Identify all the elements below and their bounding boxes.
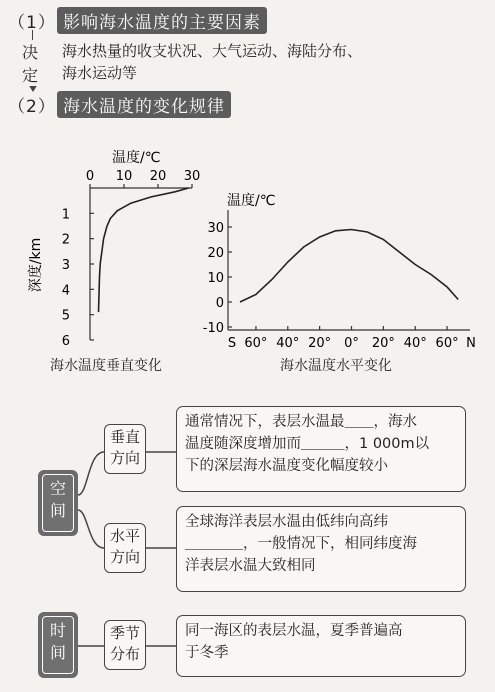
vertical-chart-x-tick-label: 10 <box>115 169 133 184</box>
horizontal-chart-y-tick-label: 20 <box>207 246 224 261</box>
horizontal-direction-line-1: 水平 <box>109 527 140 545</box>
factors-line-1: 海水热量的收支状况、大气运动、海陆分布、 <box>62 42 363 60</box>
time-char-1: 时 <box>49 621 66 640</box>
time-char-2: 间 <box>49 643 66 662</box>
vertical-chart-y-tick-label: 5 <box>61 308 70 324</box>
vertical-direction-line-2: 方向 <box>109 449 140 467</box>
horizontal-chart-y-tick-label: 0 <box>215 296 224 311</box>
horizontal-description-line-1: 全球海洋表层水温由低纬向高纬 <box>185 514 388 530</box>
space-box <box>38 470 78 536</box>
horizontal-chart-x-tick-label: 40° <box>276 336 300 351</box>
vertical-direction-line-1: 垂直 <box>109 428 140 446</box>
section1-title: 影响海水温度的主要因素 <box>57 7 267 34</box>
vertical-description-box <box>176 406 466 492</box>
time-box <box>38 612 78 678</box>
vertical-direction-box <box>104 424 146 474</box>
horizontal-chart-x-tick-label: S <box>227 336 237 351</box>
season-description-box <box>176 615 466 677</box>
vertical-chart-y-tick-label: 1 <box>61 207 70 223</box>
vertical-description-line-1: 通常情况下，表层水温最＿＿，海水 <box>185 414 417 430</box>
vertical-chart-y-tick-label: 3 <box>61 258 70 273</box>
season-description-line-2: 于冬季 <box>185 645 229 661</box>
horizontal-direction-line-2: 方向 <box>109 548 140 566</box>
section1-number: （1） <box>8 13 56 33</box>
vertical-chart-x-tick-label: 20 <box>149 169 167 184</box>
vertical-chart-x-tick-label: 30 <box>183 169 201 184</box>
season-box <box>104 620 146 670</box>
vertical-chart-x-tick-label: 0 <box>85 169 95 184</box>
space-label <box>42 474 74 532</box>
horizontal-chart-x-tick-label: 20° <box>371 336 395 351</box>
section2-title: 海水温度的变化规律 <box>57 91 231 118</box>
horizontal-chart-x-tick-label: 60° <box>244 336 268 351</box>
space-char-2: 间 <box>49 501 66 520</box>
horizontal-description-line-3: 洋表层水温大致相同 <box>185 558 316 574</box>
vertical-chart-y-label: 深度/km <box>28 237 44 293</box>
vertical-chart-y-tick-label: 4 <box>61 283 70 299</box>
horizontal-chart-x-tick-label: 40° <box>403 336 427 351</box>
season-line-2: 分布 <box>109 645 140 663</box>
vertical-chart-y-tick-label: 6 <box>61 334 70 349</box>
horizontal-chart-y-tick-label: 10 <box>207 271 224 286</box>
decide-char-2: 定 <box>22 63 38 86</box>
decide-char-1: 决 <box>22 40 38 63</box>
horizontal-temperature-chart <box>195 185 490 355</box>
season-line-1: 季节 <box>109 624 140 642</box>
horizontal-chart-x-tick-label: 20° <box>308 336 332 351</box>
section2-number: （2） <box>8 97 56 117</box>
season-description-line-1: 同一海区的表层水温，夏季普遍高 <box>185 623 403 639</box>
horizontal-direction-box <box>104 523 146 573</box>
horizontal-description-box <box>176 506 466 592</box>
horizontal-chart-caption: 海水温度水平变化 <box>280 358 392 374</box>
horizontal-description-line-2: ＿＿＿＿，一般情况下，相同纬度海 <box>185 536 417 552</box>
vertical-description-line-3: 下的深层海水温度变化幅度较小 <box>185 458 388 474</box>
horizontal-chart-y-label: 温度/℃ <box>227 193 276 209</box>
horizontal-chart-x-tick-label: 60° <box>435 336 459 351</box>
vertical-description-line-2: 温度随深度增加而＿＿＿，1 000m以 <box>185 436 430 452</box>
vertical-chart-x-label: 温度/℃ <box>112 150 161 166</box>
horizontal-chart-y-tick-label: 30 <box>207 221 224 236</box>
time-label <box>42 616 74 674</box>
horizontal-chart-x-tick-label: N <box>466 336 476 351</box>
factors-line-2: 海水运动等 <box>62 64 138 82</box>
vertical-chart-caption: 海水温度垂直变化 <box>50 358 162 374</box>
factors-text <box>62 40 362 84</box>
horizontal-chart-y-tick-label: -10 <box>202 321 224 336</box>
horizontal-chart-x-tick-label: 0° <box>344 336 359 351</box>
space-char-1: 空 <box>49 479 66 498</box>
horizontal-chart-series-line <box>240 230 458 303</box>
vertical-temperature-chart <box>20 140 220 350</box>
vertical-chart-y-tick-label: 2 <box>61 232 70 248</box>
vertical-chart-series-line <box>99 188 189 312</box>
